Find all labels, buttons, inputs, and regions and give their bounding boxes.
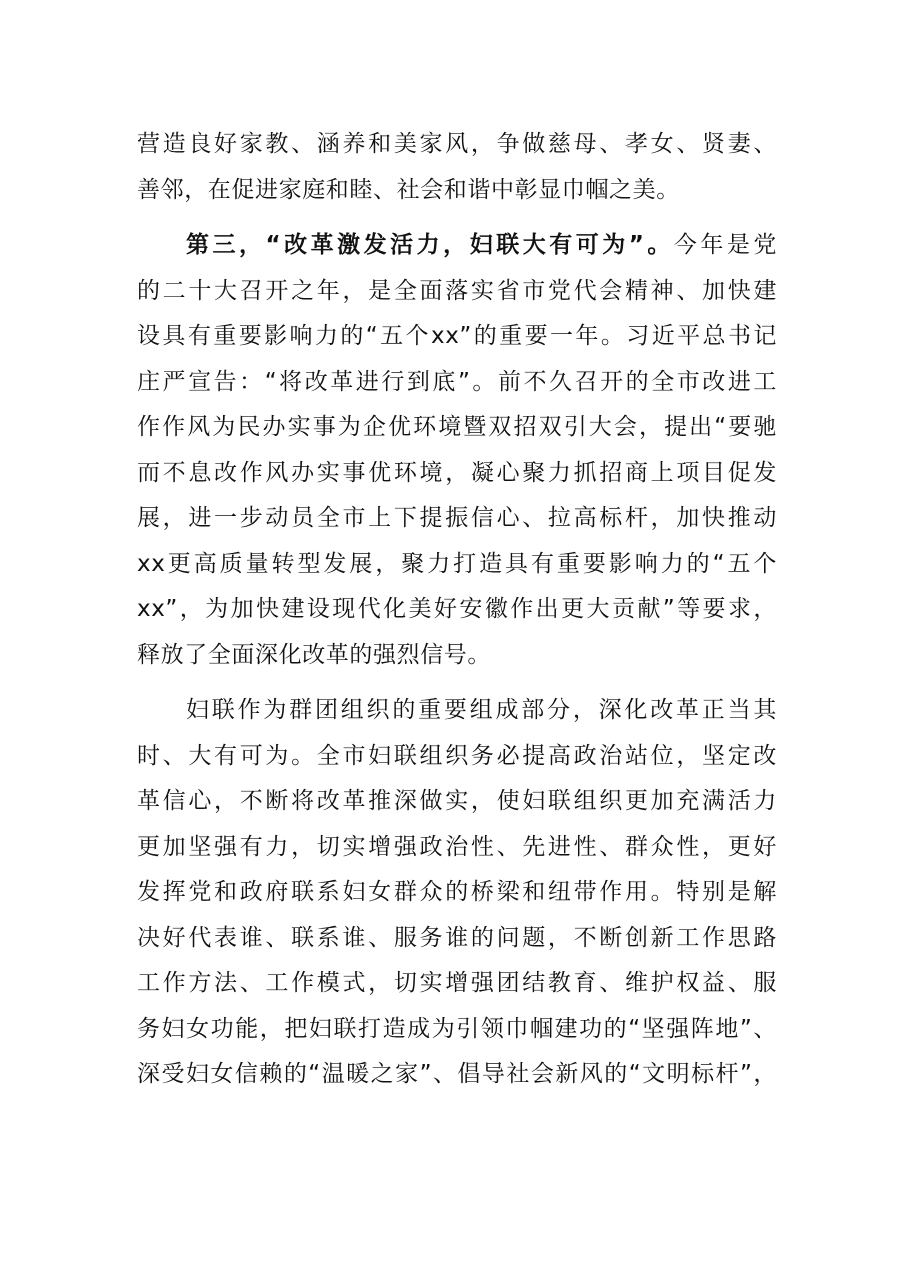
text-line: xx”，为加快建设现代化美好安徽作出更大贡献”等要求，: [137, 596, 777, 622]
document-body: [137, 122, 777, 1098]
text-line: 而不息改作风办实事优环境，凝心聚力抓招商上项目促发: [137, 459, 777, 486]
text-line: xx更高质量转型发展，聚力打造具有重要影响力的“五个: [137, 550, 777, 577]
text-line: 决好代表谁、联系谁、服务谁的问题，不断创新工作思路: [137, 924, 777, 951]
text-line: 革信心，不断将改革推深做实，使妇联组织更加充满活力: [137, 788, 777, 814]
text-line: 的二十大召开之年，是全面落实省市党代会精神、加快建: [137, 277, 777, 304]
text-line: 作作风为民办实事为企优环境暨双招双引大会，提出“要驰: [137, 414, 777, 440]
text-line: 释放了全面深化改革的强烈信号。: [137, 641, 491, 668]
section-heading: 第三，“改革激发活力，妇联大有可为”。: [186, 232, 674, 258]
text-line: 深受妇女信赖的“温暖之家”、倡导社会新风的“文明标杆”，: [137, 1061, 777, 1087]
text-line: 工作方法、工作模式，切实增强团结教育、维护权益、服: [137, 970, 777, 996]
heading-line-continuation: 今年是党: [673, 232, 777, 258]
text-line: 更加坚强有力，切实增强政治性、先进性、群众性，更好: [137, 833, 777, 860]
text-line: [137, 223, 777, 269]
text-line: 庄严宣告：“将改革进行到底”。前不久召开的全市改进工: [137, 368, 777, 395]
text-line: 营造良好家教、涵养和美家风，争做慈母、孝女、贤妻、: [137, 131, 777, 157]
paragraph-1: [137, 122, 777, 213]
text-line: 发挥党和政府联系妇女群众的桥梁和纽带作用。特别是解: [137, 879, 777, 905]
text-line: 设具有重要影响力的“五个xx”的重要一年。习近平总书记: [137, 323, 777, 349]
text-line: 务妇女功能，把妇联打造成为引领巾帼建功的“坚强阵地”、: [137, 1015, 777, 1042]
paragraph-2: [137, 223, 777, 678]
text-line: 善邻，在促进家庭和睦、社会和谐中彰显巾帼之美。: [137, 176, 680, 203]
text-line: 时、大有可为。全市妇联组织务必提高政治站位，坚定改: [137, 742, 777, 769]
text-line: 展，进一步动员全市上下提振信心、拉高标杆，加快推动: [137, 505, 777, 531]
paragraph-3: [137, 688, 777, 1098]
text-line: 妇联作为群团组织的重要组成部分，深化改革正当其: [186, 697, 777, 723]
